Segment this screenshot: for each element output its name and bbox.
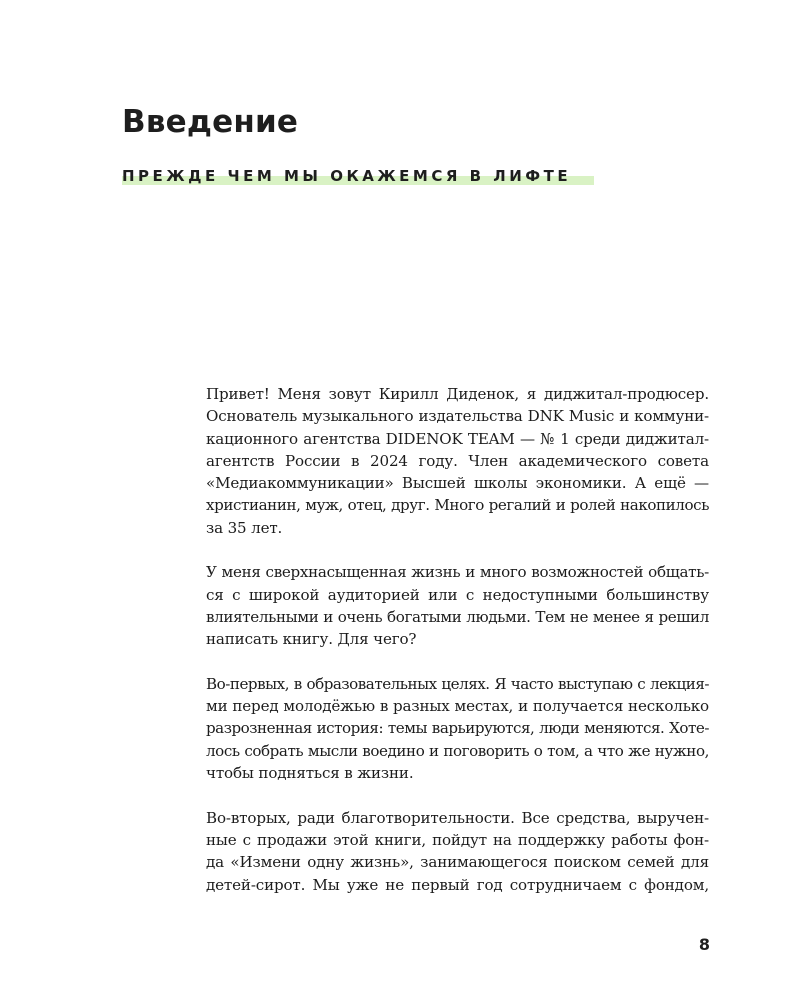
text-line: «Медиакоммуникации» Высшей школы экономики. А ещё —	[206, 474, 709, 493]
text-line: за 35 лет.	[206, 518, 283, 537]
chapter-subtitle: ПРЕЖДЕ ЧЕМ МЫ ОКАЖЕМСЯ В ЛИФТЕ	[122, 167, 572, 185]
text-line: Привет! Меня зовут Кирилл Диденок, я диджитал-продюсер.	[206, 385, 709, 403]
text-line: У меня сверхнасыщенная жизнь и много возможностей общать-	[206, 563, 709, 582]
text-line: лось собрать мысли воедино и поговорить о том, а что же нужно,	[206, 741, 709, 760]
paragraph-4	[206, 807, 709, 896]
text-line: да «Измени одну жизнь», занимающегося поиском семей для	[206, 853, 709, 872]
chapter-title: Введение	[122, 104, 299, 140]
chapter-subtitle-block	[122, 165, 571, 187]
text-line: Во-первых, в образовательных целях. Я часто выступаю с лекция-	[206, 674, 709, 693]
text-line: детей-сирот. Мы уже не первый год сотрудничаем с фондом,	[206, 875, 709, 894]
text-line: Во-вторых, ради благотворительности. Все средства, выручен-	[206, 808, 709, 827]
paragraph-2	[206, 561, 709, 650]
text-line: ные с продажи этой книги, пойдут на поддержку работы фон-	[206, 830, 709, 849]
body-text	[206, 383, 709, 918]
text-line: написать книгу. Для чего?	[206, 630, 417, 649]
paragraph-1	[206, 383, 709, 539]
text-line: агентств России в 2024 году. Член академического совета	[206, 451, 709, 470]
page-number: 8	[698, 935, 710, 954]
text-line: чтобы подняться в жизни.	[206, 764, 414, 783]
paragraph-3	[206, 673, 709, 784]
text-line: христианин, муж, отец, друг. Много регалий и ролей накопилось	[206, 496, 709, 515]
text-line: разрозненная история: темы варьируются, люди меняются. Хоте-	[206, 719, 709, 738]
text-line: кационного агентства DIDENOK TEAM — № 1 среди диджитал-	[206, 429, 709, 448]
text-line: ся с широкой аудиторией или с недоступными большинству	[206, 585, 709, 604]
text-line: Основатель музыкального издательства DNK Music и коммуни-	[206, 407, 709, 426]
text-line: влиятельными и очень богатыми людьми. Тем не менее я решил	[206, 607, 709, 626]
text-line: ми перед молодёжью в разных местах, и получается несколько	[206, 697, 709, 716]
